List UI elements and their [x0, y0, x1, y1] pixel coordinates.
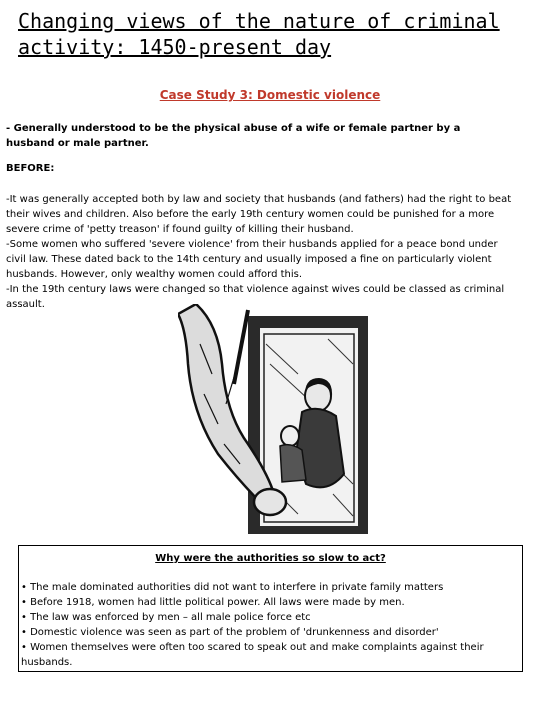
before-label: BEFORE: — [6, 163, 55, 174]
page-title: Changing views of the nature of criminal activity: 1450-present day — [18, 9, 500, 59]
child-head — [281, 426, 299, 446]
child-body — [280, 445, 306, 482]
definition-text: - Generally understood to be the physical abuse of a wife or female partner by a husband or male partner. — [6, 123, 461, 149]
list-item: • Before 1918, women had little political power. All laws were made by men. — [21, 597, 405, 608]
question-heading: Why were the authorities so slow to act? — [155, 553, 386, 564]
woodcut-illustration — [178, 304, 374, 544]
reasons-list — [21, 580, 517, 670]
before-section — [6, 192, 516, 312]
case-study-heading: Case Study 3: Domestic violence — [159, 88, 381, 102]
list-item: • The law was enforced by men – all male police force etc — [21, 612, 311, 623]
authorities-question-box — [18, 545, 523, 672]
paragraph-law-accepted: -It was generally accepted both by law and society that husbands (and fathers) had the right to beat their wives and children. Also before the early 19th century women could be punished for a more severe crime of 'petty treason' if found guilty of killing their husband. — [6, 194, 512, 235]
list-item: • The male dominated authorities did not want to interfere in private family matters — [21, 582, 444, 593]
paragraph-criminal-assault: -In the 19th century laws were changed so that violence against wives could be classed as criminal assault. — [6, 284, 505, 310]
paragraph-peace-bond: -Some women who suffered 'severe violence' from their husbands applied for a peace bond under civil law. These dated back to the 14th century and usually imposed a fine on particularly violent husbands. However, only wealthy women could afford this. — [6, 239, 498, 280]
list-item: • Domestic violence was seen as part of the problem of 'drunkenness and disorder' — [21, 627, 439, 638]
list-item: • Women themselves were often too scared to speak out and make complaints against their husbands. — [21, 642, 484, 668]
man-fist — [254, 489, 286, 515]
